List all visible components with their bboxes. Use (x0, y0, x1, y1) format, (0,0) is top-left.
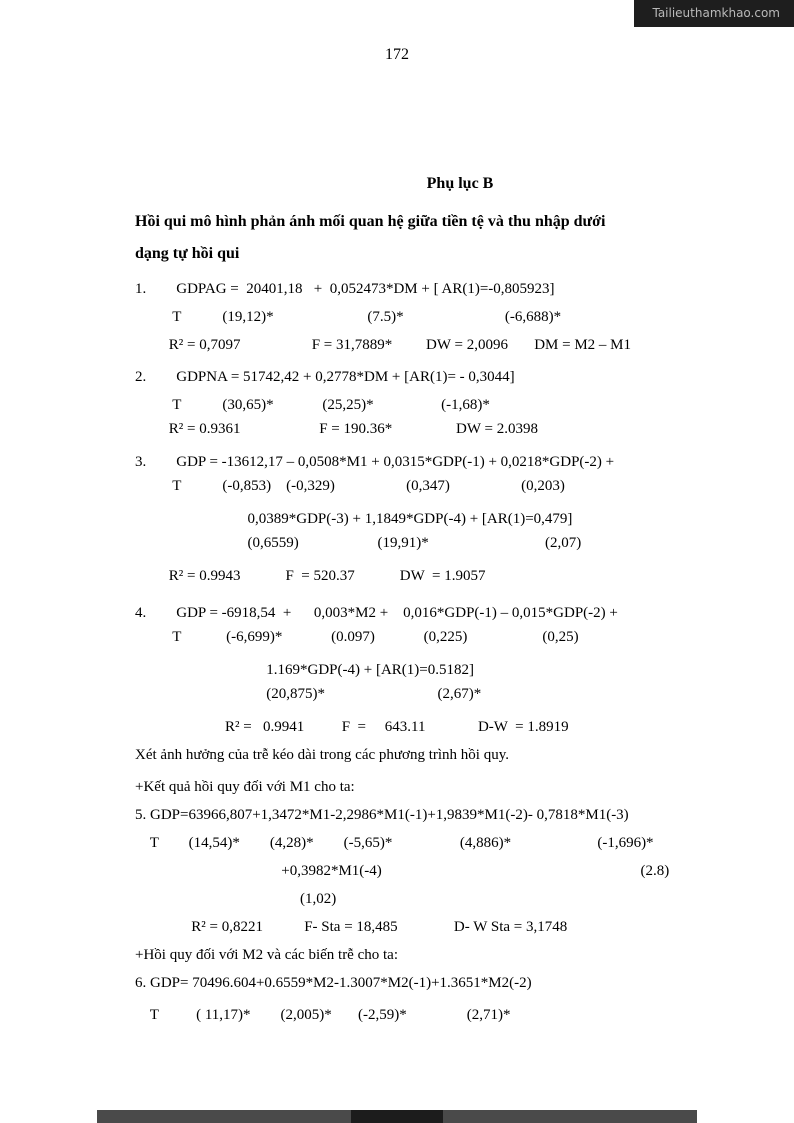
eq5-tstats: T (14,54)* (4,28)* (-5,65)* (4,886)* (-1,696)* (135, 835, 654, 851)
page-number: 172 (385, 46, 409, 63)
eq4-cont: 1.169*GDP(-4) + [AR(1)=0.5182] (135, 662, 474, 678)
eq3-cont-tstats: (0,6559) (19,91)* (2,07) (135, 535, 582, 551)
eq6-line1: 6. GDP= 70496.604+0.6559*M2-1.3007*M2(-1)+1.3651*M2(-2) (135, 975, 532, 991)
eq2-line1: 2. GDPNA = 51742,42 + 0,2778*DM + [AR(1)= - 0,3044] (135, 369, 515, 385)
section-heading-line-1: Hồi qui mô hình phản ánh mối quan hệ giữa tiền tệ và thu nhập dưới (135, 213, 606, 230)
eq4-tstats: T (-6,699)* (0.097) (0,225) (0,25) (135, 629, 579, 645)
para-lag-effect: Xét ảnh hưởng của trễ kéo dài trong các phương trình hồi quy. (135, 747, 509, 763)
eq3-fit: R² = 0.9943 F = 520.37 DW = 1.9057 (135, 568, 486, 584)
eq1-tstats: T (19,12)* (7.5)* (-6,688)* (135, 309, 562, 325)
eq4-fit: R² = 0.9941 F = 643.11 D-W = 1.8919 (135, 719, 569, 735)
eq6-tstats: T ( 11,17)* (2,005)* (-2,59)* (2,71)* (135, 1007, 511, 1023)
para-m2-result: +Hồi quy đối với M2 và các biến trễ cho ta: (135, 947, 398, 963)
eq2-fit: R² = 0.9361 F = 190.36* DW = 2.0398 (135, 421, 538, 437)
eq5-fit: R² = 0,8221 F- Sta = 18,485 D- W Sta = 3,1748 (135, 919, 568, 935)
eq2-tstats: T (30,65)* (25,25)* (-1,68)* (135, 397, 490, 413)
eq5-line1: 5. GDP=63966,807+1,3472*M1-2,2986*M1(-1)+1,9839*M1(-2)- 0,7818*M1(-3) (135, 807, 629, 823)
eq1-line1: 1. GDPAG = 20401,18 + 0,052473*DM + [ AR(1)=-0,805923] (135, 281, 555, 297)
appendix-title: Phụ lục B (426, 175, 494, 192)
eq5-cont-tstats: (1,02) (135, 891, 337, 907)
page-content (135, 170, 785, 1029)
eq1-fit: R² = 0,7097 F = 31,7889* DW = 2,0096 DM = M2 – M1 (135, 337, 631, 353)
section-heading-line-2: dạng tự hồi qui (135, 245, 240, 262)
footer-badge (351, 1110, 443, 1123)
eq4-cont-tstats: (20,875)* (2,67)* (135, 686, 482, 702)
eq3-tstats: T (-0,853) (-0,329) (0,347) (0,203) (135, 478, 565, 494)
eq3-line1: 3. GDP = -13612,17 – 0,0508*M1 + 0,0315*GDP(-1) + 0,0218*GDP(-2) + (135, 454, 615, 470)
para-m1-result: +Kết quả hồi quy đối với M1 cho ta: (135, 779, 355, 795)
eq5-cont: +0,3982*M1(-4) (2.8) (135, 863, 670, 879)
eq4-line1: 4. GDP = -6918,54 + 0,003*M2 + 0,016*GDP(-1) – 0,015*GDP(-2) + (135, 605, 618, 621)
eq3-cont: 0,0389*GDP(-3) + 1,1849*GDP(-4) + [AR(1)=0,479] (135, 511, 573, 527)
watermark-badge: Tailieuthamkhao.com (634, 0, 794, 27)
equation-lines (135, 275, 785, 1029)
footer-watermark-bar (97, 1110, 697, 1123)
